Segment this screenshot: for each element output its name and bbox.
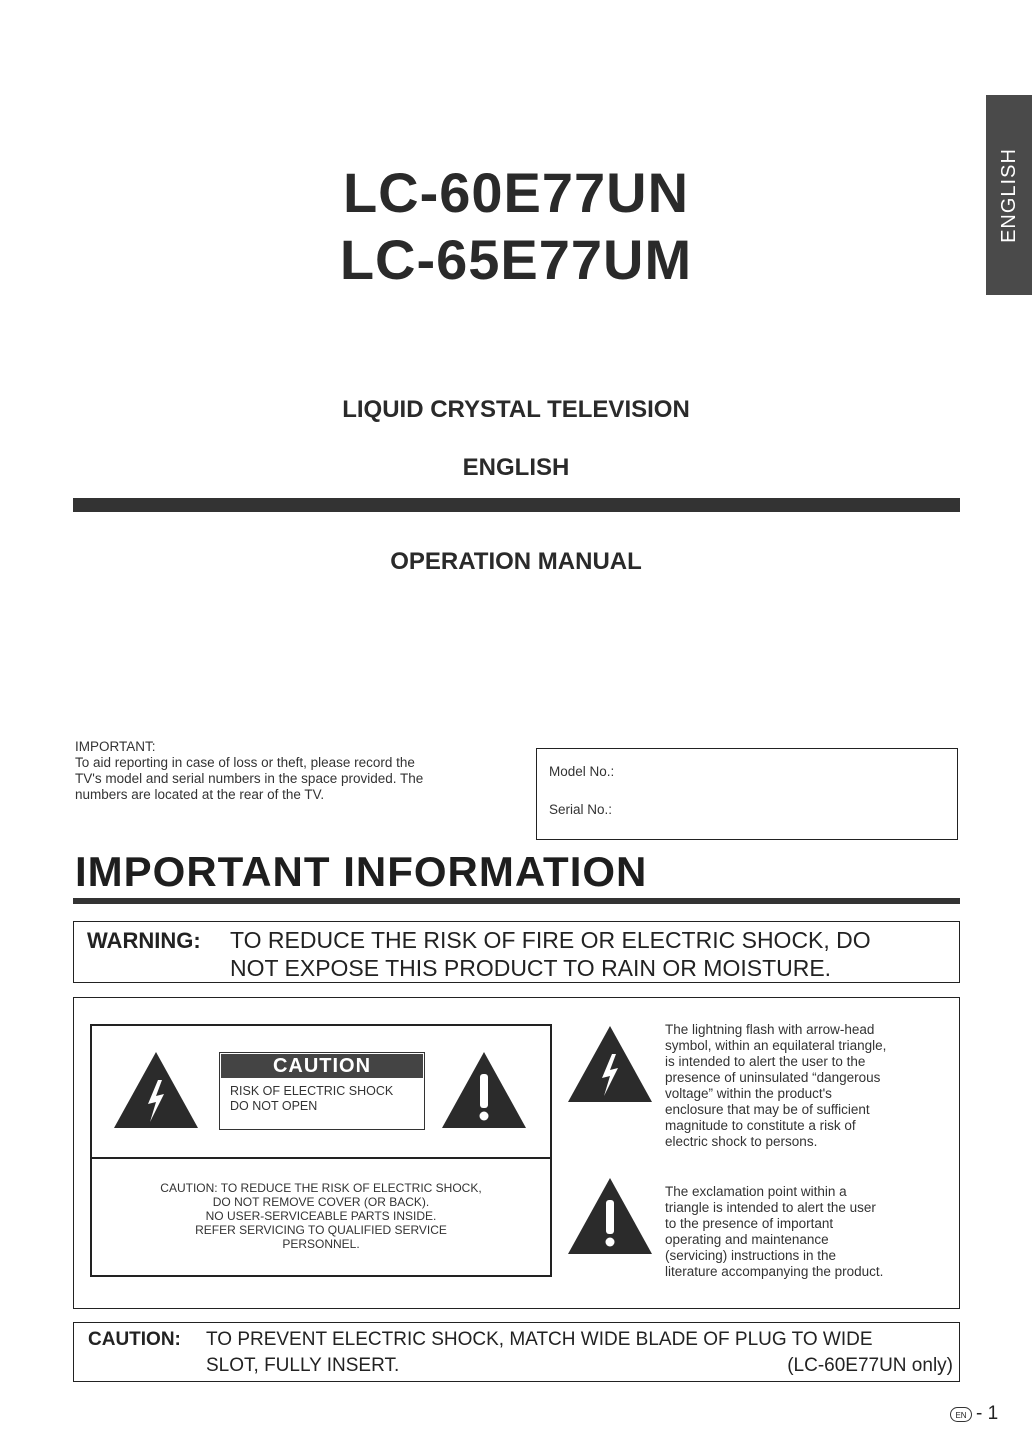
language-heading: ENGLISH — [462, 454, 570, 481]
exclamation-desc-line: operating and maintenance — [665, 1232, 829, 1247]
caution-notice-line: REFER SERVICING TO QUALIFIED SERVICE — [195, 1223, 447, 1237]
exclamation-triangle-icon — [440, 1050, 528, 1130]
section-title-rule — [73, 898, 960, 904]
plug-caution-label: CAUTION: — [88, 1329, 181, 1350]
exclamation-symbol-description — [665, 1184, 945, 1280]
product-heading: LIQUID CRYSTAL TELEVISION — [342, 396, 690, 423]
english-language-icon: EN — [950, 1407, 972, 1422]
lightning-symbol-description — [665, 1022, 945, 1150]
model-no-label: Model No.: — [549, 764, 615, 779]
caution-label-line-1: RISK OF ELECTRIC SHOCK — [230, 1084, 394, 1098]
lightning-desc-line: enclosure that may be of sufficient — [665, 1102, 870, 1117]
caution-panel-divider — [90, 1157, 552, 1159]
exclamation-desc-line: triangle is intended to alert the user — [665, 1200, 876, 1215]
important-note-title: IMPORTANT: — [75, 739, 156, 754]
model-number-1: LC-60E77UN — [342, 161, 690, 224]
caution-notice-line: DO NOT REMOVE COVER (OR BACK). — [212, 1195, 430, 1209]
lightning-desc-line: The lightning flash with arrow-head — [665, 1022, 875, 1037]
important-note-line: numbers are located at the rear of the TV. — [75, 787, 325, 802]
warning-label: WARNING: — [87, 928, 201, 953]
important-note-line: TV's model and serial numbers in the space provided. The — [75, 771, 424, 786]
manual-heading: OPERATION MANUAL — [390, 548, 642, 575]
plug-caution-line-1: TO PREVENT ELECTRIC SHOCK, MATCH WIDE BLADE OF PLUG TO WIDE — [206, 1329, 873, 1350]
lightning-symbol-icon — [566, 1024, 654, 1104]
caution-label-line-2: DO NOT OPEN — [230, 1099, 318, 1113]
important-note — [75, 739, 505, 803]
page-number — [950, 1403, 998, 1425]
caution-notice-line: CAUTION: TO REDUCE THE RISK OF ELECTRIC SHOCK, — [160, 1181, 482, 1195]
lightning-desc-line: is intended to alert the user to the — [665, 1054, 866, 1069]
caution-notice-line: NO USER-SERVICEABLE PARTS INSIDE. — [205, 1209, 437, 1223]
exclamation-desc-line: to the presence of important — [665, 1216, 834, 1231]
lightning-desc-line: symbol, within an equilateral triangle, — [665, 1038, 887, 1053]
caution-label-text — [230, 1084, 393, 1114]
language-tab-label: ENGLISH — [997, 147, 1020, 243]
lightning-desc-line: presence of uninsulated “dangerous — [665, 1070, 881, 1085]
model-number-2: LC-65E77UM — [339, 228, 693, 291]
warning-text-line-1: TO REDUCE THE RISK OF FIRE OR ELECTRIC SHOCK, DO — [230, 927, 871, 953]
plug-caution-box — [73, 1322, 960, 1382]
plug-caution-line-2: SLOT, FULLY INSERT. — [206, 1355, 400, 1376]
exclamation-desc-line: The exclamation point within a — [665, 1184, 847, 1199]
important-note-line: To aid reporting in case of loss or theft, please record the — [75, 755, 415, 770]
header-divider — [73, 498, 960, 512]
exclamation-symbol-icon — [566, 1176, 654, 1256]
lightning-desc-line: electric shock to persons. — [665, 1134, 818, 1149]
section-title: IMPORTANT INFORMATION — [75, 848, 648, 895]
lightning-desc-line: voltage” within the product's — [665, 1086, 832, 1101]
page-number-text: - 1 — [976, 1403, 999, 1424]
caution-label-title: CAUTION — [221, 1054, 423, 1078]
exclamation-desc-line: (servicing) instructions in the — [665, 1248, 837, 1263]
caution-notice — [92, 1181, 550, 1251]
caution-notice-line: PERSONNEL. — [282, 1237, 360, 1251]
exclamation-desc-line: literature accompanying the product. — [665, 1264, 884, 1279]
warning-box — [73, 921, 960, 983]
lightning-desc-line: magnitude to constitute a risk of — [665, 1118, 856, 1133]
plug-caution-model-note: (LC-60E77UN only) — [787, 1355, 953, 1376]
lightning-triangle-icon — [112, 1050, 200, 1130]
serial-no-label: Serial No.: — [549, 802, 613, 817]
warning-text-line-2: NOT EXPOSE THIS PRODUCT TO RAIN OR MOISTURE. — [230, 955, 832, 981]
model-serial-record-box — [536, 748, 958, 840]
